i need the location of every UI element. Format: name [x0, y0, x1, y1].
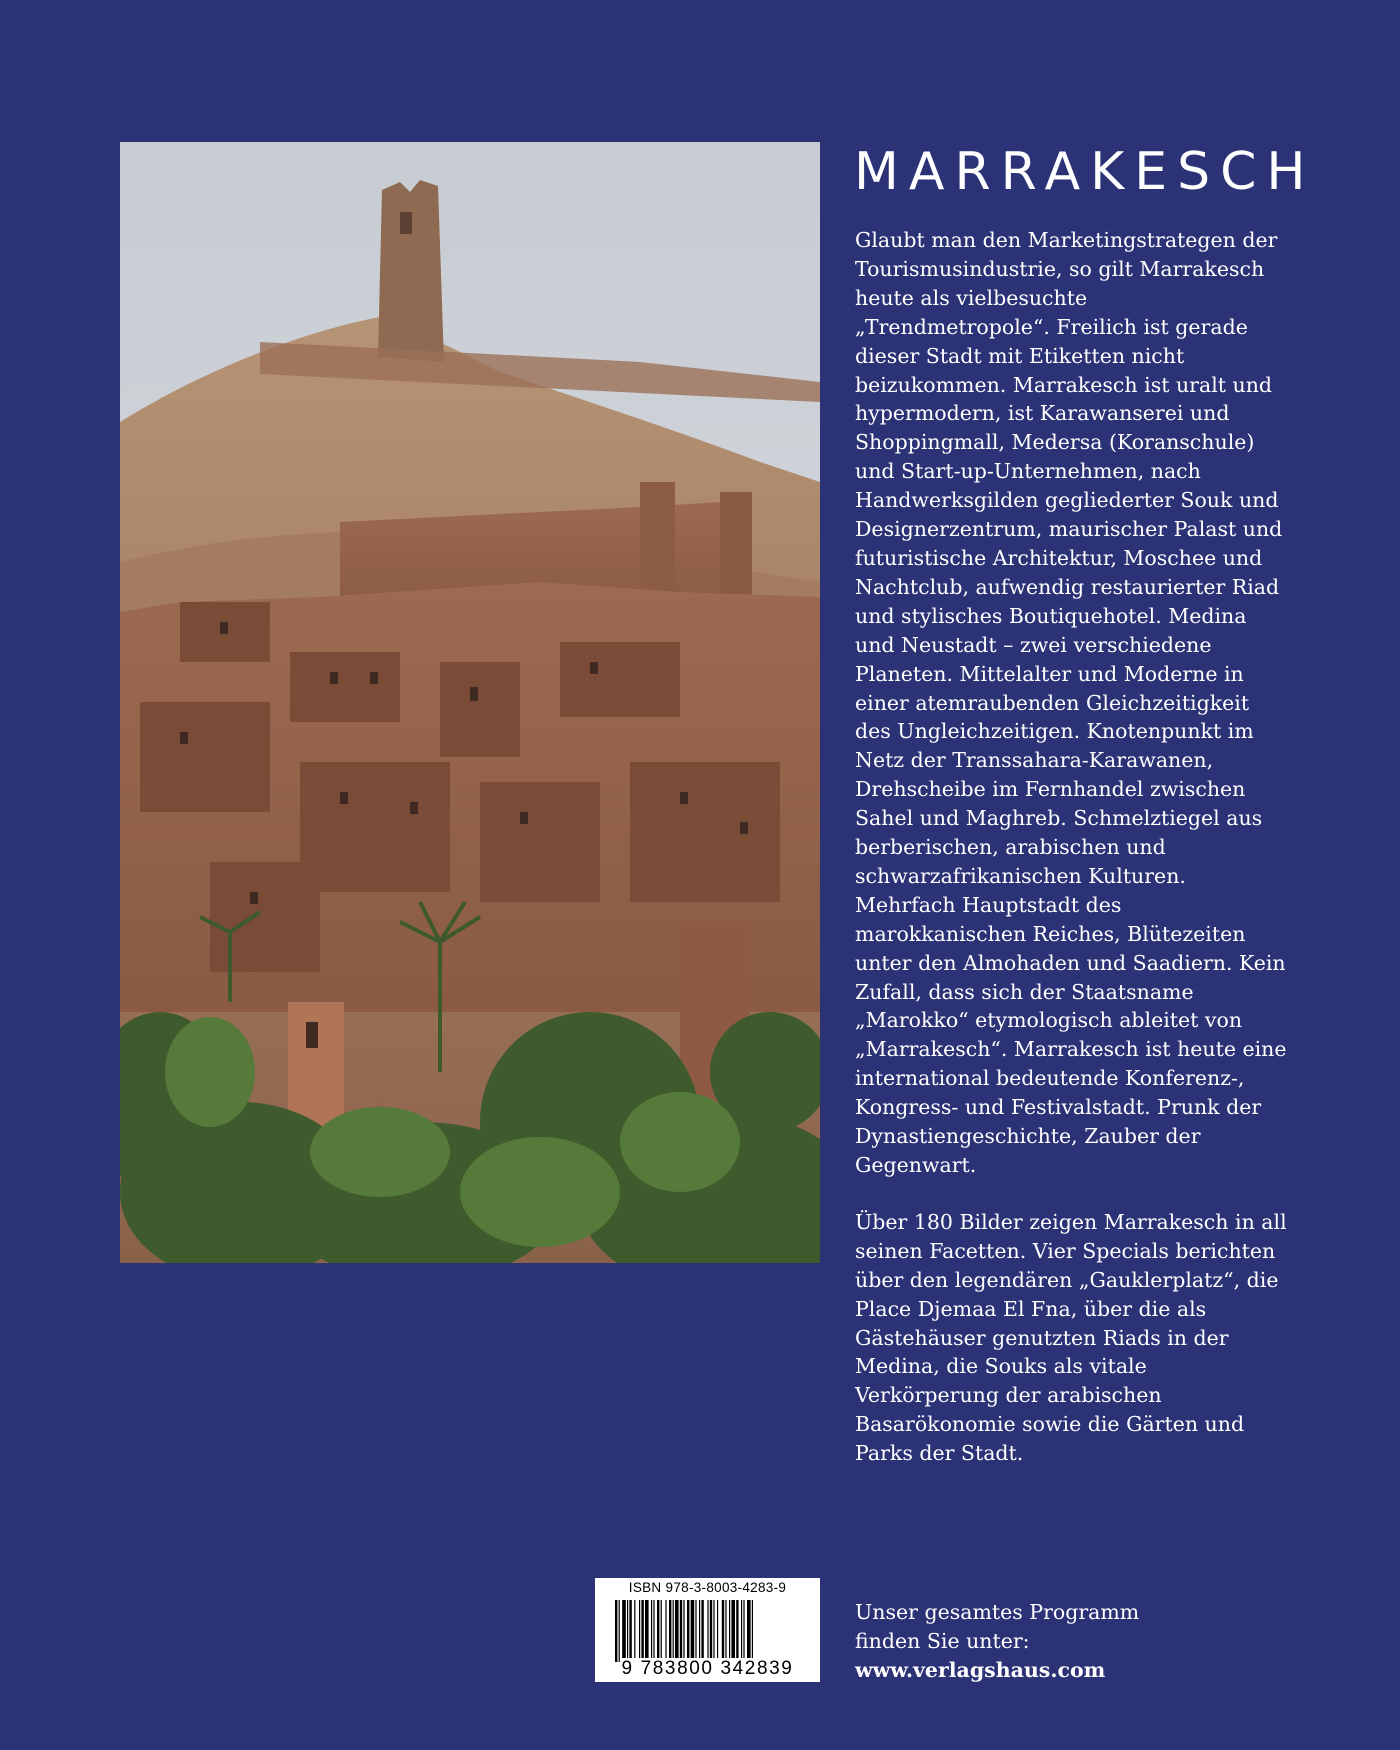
publisher-link[interactable]: www.verlagshaus.com [855, 1657, 1106, 1682]
isbn-label: ISBN 978-3-8003-4283-9 [628, 1580, 787, 1595]
publisher-info [855, 1598, 1295, 1685]
program-line-2: finden Sie unter: [855, 1628, 1030, 1653]
blurb-paragraph-2: Über 180 Bilder zeigen Marrakesch in all seinen Facetten. Vier Specials berichten über den legendären „Gauklerplatz“, die Place Djemaa El Fna, über die als Gästehäuser genutzten Riads in der Medina, die Souks als vitale Verkörperung der arabischen Basarökonomie sowie die Gärten und Parks der Stadt. [855, 1209, 1287, 1466]
kasbah-photo [120, 142, 820, 1263]
isbn-barcode [595, 1578, 820, 1682]
barcode-digits: 9 783800 342839 [621, 1658, 794, 1679]
blurb [855, 226, 1287, 1496]
blurb-paragraph-1: Glaubt man den Marketingstrategen der Tourismusindustrie, so gilt Marrakesch heute als vielbesuchte „Trendmetropole“. Freilich ist gerade dieser Stadt mit Etiketten nicht beizukommen. Marrakesch ist uralt und hypermodern, ist Karawanserei und Shoppingmall, Medersa (Koranschule) und Start-up-Unternehmen, nach Handwerksgilden gegliederter Souk und Designerzentrum, maurischer Palast und futuristische Architektur, Moschee und Nachtclub, aufwendig restaurierter Riad und stylisches Boutiquehotel. Medina und Neustadt – zwei verschiedene Planeten. Mittelalter und Moderne in einer atemraubenden Gleichzeitigkeit des Ungleichzeitigen. Knotenpunkt im Netz der Transsahara-Karawanen, Drehscheibe im Fernhandel zwischen Sahel und Maghreb. Schmelztiegel aus berberischen, arabischen und schwarzafrikanischen Kulturen. Mehrfach Hauptstadt des marokkanischen Reiches, Blütezeiten unter den Almohaden und Saadiern. Kein Zufall, dass sich der Staatsname „Marokko“ etymologisch ableitet von „Marrakesch“. Marrakesch ist heute eine international bedeutende Konferenz-, Kongress- und Festivalstadt. Prunk der Dynastiengeschichte, Zauber der Gegenwart. [855, 228, 1287, 1177]
book-title: MARRAKESCH [854, 142, 1316, 202]
program-line-1: Unser gesamtes Programm [855, 1600, 1140, 1624]
